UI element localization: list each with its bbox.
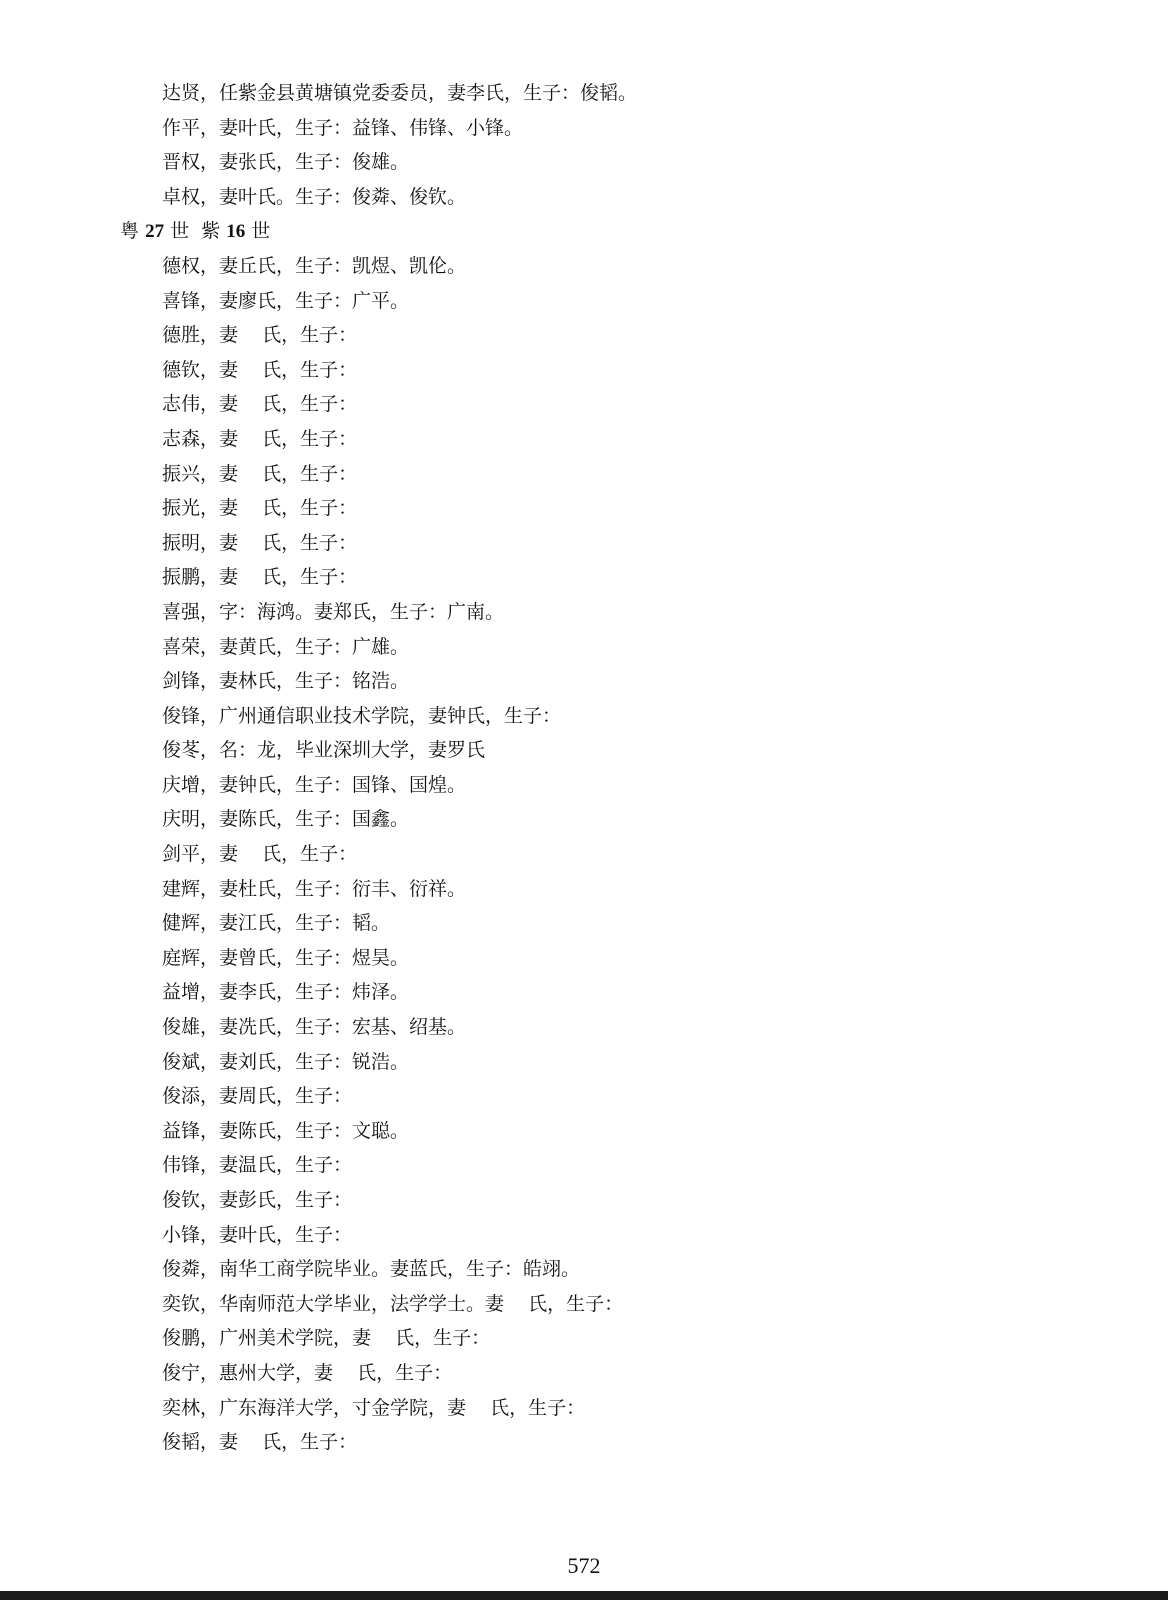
genealogy-entry: 晋权，妻张氏，生子：俊雄。 <box>162 151 410 174</box>
genealogy-entry: 达贤，任紫金县黄塘镇党委委员，妻李氏，生子：俊韬。 <box>162 82 638 104</box>
genealogy-entry: 俊韬，妻 氏，生子： <box>162 1431 358 1454</box>
heading-part: 世 <box>251 220 271 243</box>
genealogy-entry: 喜锋，妻廖氏，生子：广平。 <box>162 289 410 312</box>
genealogy-entry: 剑锋，妻林氏，生子：铭浩。 <box>162 670 410 693</box>
genealogy-entry: 庆明，妻陈氏，生子：国鑫。 <box>162 808 410 831</box>
genealogy-entry: 小锋，妻叶氏，生子： <box>162 1223 353 1246</box>
heading-part: 世 紫 <box>170 220 221 243</box>
generation-heading <box>0 214 1168 249</box>
page-number: 572 <box>567 1553 601 1578</box>
genealogy-entry: 俊锋，广州通信职业技术学院，妻钟氏，生子： <box>162 704 562 727</box>
heading-part: 16 <box>226 221 246 243</box>
genealogy-entry: 德权，妻丘氏，生子：凯煜、凯伦。 <box>162 254 467 277</box>
genealogy-entry: 俊雄，妻冼氏，生子：宏基、绍基。 <box>162 1016 467 1039</box>
genealogy-entry: 建辉，妻杜氏，生子：衍丰、衍祥。 <box>162 877 467 900</box>
genealogy-entry: 德胜，妻 氏，生子： <box>162 324 358 347</box>
genealogy-entry: 俊鹏，广州美术学院，妻 氏，生子： <box>162 1327 491 1350</box>
genealogy-entry: 奕林，广东海洋大学，寸金学院，妻 氏，生子： <box>162 1396 586 1419</box>
genealogy-entry: 益增，妻李氏，生子：炜泽。 <box>162 981 410 1004</box>
genealogy-entry: 振明，妻 氏，生子： <box>162 531 358 554</box>
genealogy-entry: 卓权，妻叶氏。生子：俊粦、俊钦。 <box>162 185 467 208</box>
genealogy-entry: 俊宁，惠州大学，妻 氏，生子： <box>162 1361 453 1384</box>
genealogy-entry: 俊苳，名：龙，毕业深圳大学，妻罗氏 <box>162 739 486 762</box>
genealogy-entry: 志森，妻 氏，生子： <box>162 427 358 450</box>
genealogy-entry: 俊粦，南华工商学院毕业。妻蓝氏，生子：皓翊。 <box>162 1258 581 1281</box>
genealogy-entry: 振光，妻 氏，生子： <box>162 497 358 520</box>
genealogy-entry: 俊添，妻周氏，生子： <box>162 1085 353 1108</box>
genealogy-entry: 德钦，妻 氏，生子： <box>162 358 358 381</box>
genealogy-entry: 奕钦，华南师范大学毕业，法学学士。妻 氏，生子： <box>162 1292 624 1315</box>
genealogy-entry: 作平，妻叶氏，生子：益锋、伟锋、小锋。 <box>162 116 524 139</box>
scan-edge <box>0 1591 1168 1600</box>
heading-part: 粤 <box>120 220 140 243</box>
genealogy-entry: 剑平，妻 氏，生子： <box>162 843 358 866</box>
genealogy-entry: 振兴，妻 氏，生子： <box>162 462 358 485</box>
text-body <box>0 76 1168 1460</box>
genealogy-entry: 志伟，妻 氏，生子： <box>162 393 358 416</box>
genealogy-entry: 喜荣，妻黄氏，生子：广雄。 <box>162 635 410 658</box>
genealogy-entry: 振鹏，妻 氏，生子： <box>162 566 358 589</box>
genealogy-entry: 俊斌，妻刘氏，生子：锐浩。 <box>162 1050 410 1073</box>
genealogy-entry: 喜强，字：海鸿。妻郑氏，生子：广南。 <box>162 600 505 623</box>
heading-part: 27 <box>145 221 165 243</box>
genealogy-entry: 健辉，妻江氏，生子：韬。 <box>162 912 391 935</box>
genealogy-entry: 俊钦，妻彭氏，生子： <box>162 1189 353 1211</box>
genealogy-entry: 益锋，妻陈氏，生子：文聪。 <box>162 1119 410 1142</box>
genealogy-entry: 庭辉，妻曾氏，生子：煜昊。 <box>162 946 410 969</box>
genealogy-entry: 庆增，妻钟氏，生子：国锋、国煌。 <box>162 773 467 796</box>
genealogy-entry: 伟锋，妻温氏，生子： <box>162 1154 353 1177</box>
